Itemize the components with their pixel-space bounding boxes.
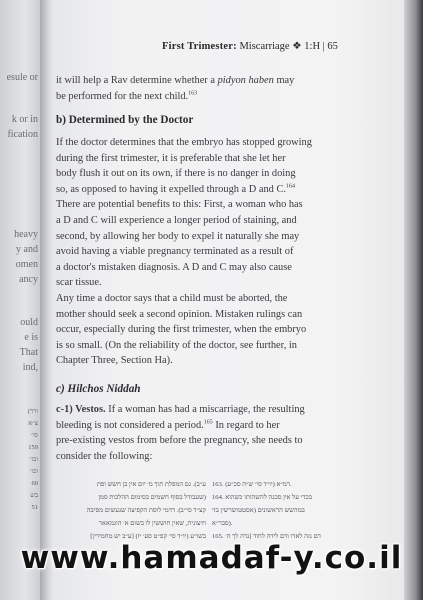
left-page-fragment: That: [19, 347, 38, 358]
left-page-fragment: omen: [15, 259, 38, 270]
header-ornament-icon: ❖: [292, 41, 302, 52]
left-page-footnote: 60: [31, 480, 38, 487]
footnote-163: 163. רמ״א (יו״ד סי׳ ש״ה סכ״ע).: [212, 481, 292, 488]
left-page-footnote: 159: [28, 444, 38, 451]
left-page-footnote: (ורר: [27, 408, 38, 415]
left-page-fragment: e is: [24, 332, 38, 343]
paragraph-pidyon: it will help a Rav determine whether a pidyon haben may be performed for the next child.$^{163}$: [56, 75, 295, 102]
footnote-ref: 165: [203, 419, 213, 426]
page-stack-edge: [404, 0, 423, 600]
watermark-url: www.hamadaf-y.co.il: [20, 540, 403, 576]
left-page-fragment: ancy: [19, 274, 38, 285]
left-page-footnote: וכו׳: [29, 468, 38, 475]
section-heading-b: b) Determined by the Doctor: [56, 114, 194, 126]
left-page-fragment: ind,: [22, 362, 38, 373]
header-section: 1:H: [304, 41, 321, 52]
left-page-fragment: y and: [16, 244, 38, 255]
left-page-footnote: בש: [30, 492, 38, 499]
left-page-fragment: fication: [7, 129, 38, 140]
header-subtitle: Miscarriage: [239, 41, 290, 52]
header-title: First Trimester:: [162, 41, 237, 52]
footnote-164-cont: סבר״א).: [212, 520, 233, 527]
page-number: 65: [327, 41, 338, 52]
left-page-fragment: ould: [20, 317, 38, 328]
left-page-edge: [0, 0, 42, 600]
footnote-165: 165. דם נזה לאדו ודם לידה לחוד [נדה לך ה׳: [212, 533, 321, 540]
section-heading-c: c) Hilchos Niddah: [56, 383, 141, 395]
footnote-164: 164. בכדי על אין סכנה להשהותו כשהוא: [212, 494, 312, 501]
footnote-164-cont: במהשש הראשונים (אסטטושרשין בזי: [212, 507, 305, 514]
paragraph-doctor: If the doctor determines that the embryo has stopped growing during the first trimester, it is preferable that she let her body flush it out on its own, if there is no danger in doing so, as opposed to having it expelled through a D and C.$^{164}$ There are potential benefits to this: First, a woman who has a D and C will experience a longer period of staining, and second, by allowing her body to expel it naturally she may avoid having a viable pregnancy terminated as a result of a doctor's mistaken diagnosis. A D and C may also cause scar tissue.: [56, 137, 312, 289]
footnote-line-hebrew: (שעבודל בסוף חשמים בסימום ההלכות סמן: [98, 494, 206, 501]
footnote-ref: 163: [188, 90, 198, 97]
left-page-fragment: k or in: [11, 114, 38, 125]
left-page-footnote: 51: [31, 504, 38, 511]
paragraph-vestos: c-1) Vestos. If a woman has had a miscarriage, the resulting bleeding is not considered a period.$^{165}$ In regard to her pre-existing vestos from before the pregnancy, she needs to consider the following:: [56, 404, 305, 462]
footnote-line-hebrew: קצ״ד סי״ב). דדמי לוסת הקפיצה שנעשים מסיבה: [86, 507, 206, 514]
left-page-footnote: צ״א: [28, 420, 38, 427]
left-page-fragment: heavy: [14, 229, 38, 240]
footnote-line-hebrew: חיצונית, שאין חוששין לו בשום א׳ הוגמאאר: [98, 520, 206, 527]
left-page-footnote: וכו׳: [29, 456, 38, 463]
footnote-line-hebrew: ע״ב). גם המפלת תוך מ׳ יום אין בן חשש ופת: [96, 481, 206, 488]
paragraph-second-opinion: Any time a doctor says that a child must be aborted, the mother should seek a second opinion. Mistaken rulings can occur, especially during the first trimester, when the embryo is so small. (On the reliability of the doctor, see further, in Chapter Three, Section Ha).: [56, 293, 307, 367]
left-page-fragment: esule or: [6, 72, 38, 83]
running-header: First Trimester: Miscarriage ❖ 1:H | 65: [162, 41, 338, 52]
subsection-label: c-1) Vestos.: [56, 404, 106, 415]
left-page-footnote: סי׳: [31, 432, 38, 439]
footnote-line-hebrew: בשו״ע (יו״ד סי׳ קפ״ט סע׳ יז) [ע״ב יש מחמירין]: [90, 533, 206, 540]
footnote-ref: 164: [286, 183, 295, 190]
